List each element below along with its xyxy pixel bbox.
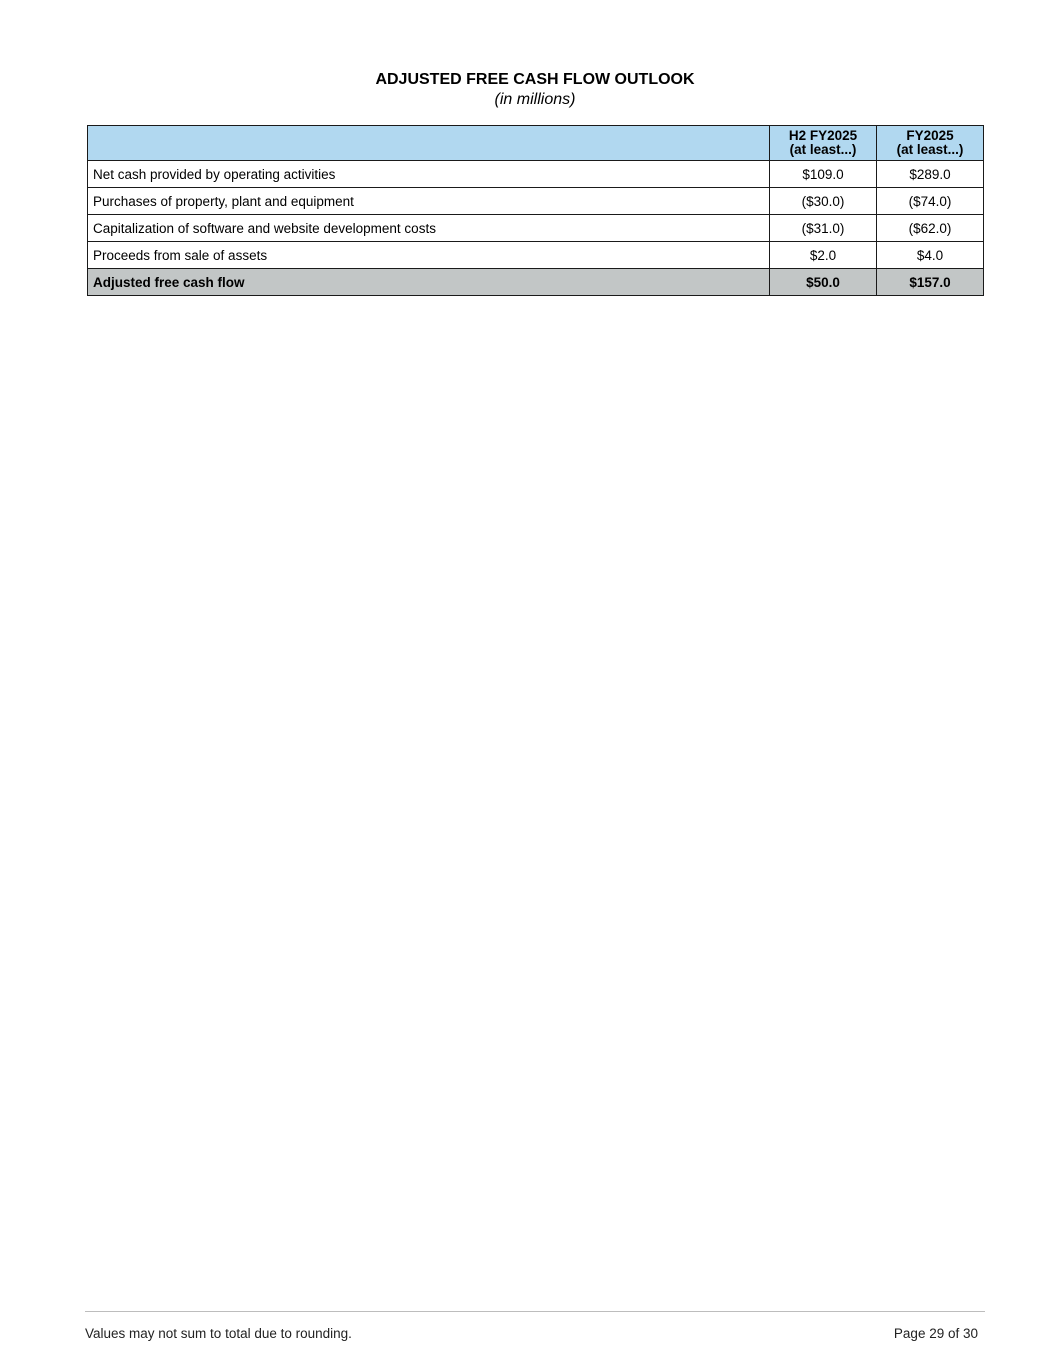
header-fy-line2: (at least...) [896,142,964,157]
row-h2-value: ($30.0) [770,188,877,215]
total-h2-value: $50.0 [770,269,877,296]
table-header-row [88,126,984,161]
header-fy-line1: FY2025 [906,128,954,143]
row-fy-value: ($62.0) [877,215,984,242]
footer-divider [85,1311,985,1312]
table-row [88,242,984,269]
row-fy-value: $4.0 [877,242,984,269]
row-h2-value: ($31.0) [770,215,877,242]
row-label: Purchases of property, plant and equipment [88,188,770,215]
header-h2-fy2025 [770,126,877,161]
document-subtitle: (in millions) [494,91,576,108]
total-row [88,269,984,296]
total-label: Adjusted free cash flow [88,269,770,296]
footer-note: Values may not sum to total due to rounding. [85,1326,352,1341]
title-block [0,70,1055,110]
document-title: ADJUSTED FREE CASH FLOW OUTLOOK [375,71,695,88]
row-label: Proceeds from sale of assets [88,242,770,269]
table-row [88,161,984,188]
page-number: Page 29 of 30 [893,1326,978,1341]
header-fy2025 [877,126,984,161]
row-fy-value: $289.0 [877,161,984,188]
row-h2-value: $109.0 [770,161,877,188]
row-label: Net cash provided by operating activities [88,161,770,188]
header-label-cell [88,126,770,161]
table-row [88,215,984,242]
total-fy-value: $157.0 [877,269,984,296]
header-h2-line2: (at least...) [789,142,857,157]
header-h2-line1: H2 FY2025 [788,128,858,143]
row-fy-value: ($74.0) [877,188,984,215]
row-label: Capitalization of software and website development costs [88,215,770,242]
adjusted-free-cash-flow-table [87,125,984,296]
table-row [88,188,984,215]
row-h2-value: $2.0 [770,242,877,269]
